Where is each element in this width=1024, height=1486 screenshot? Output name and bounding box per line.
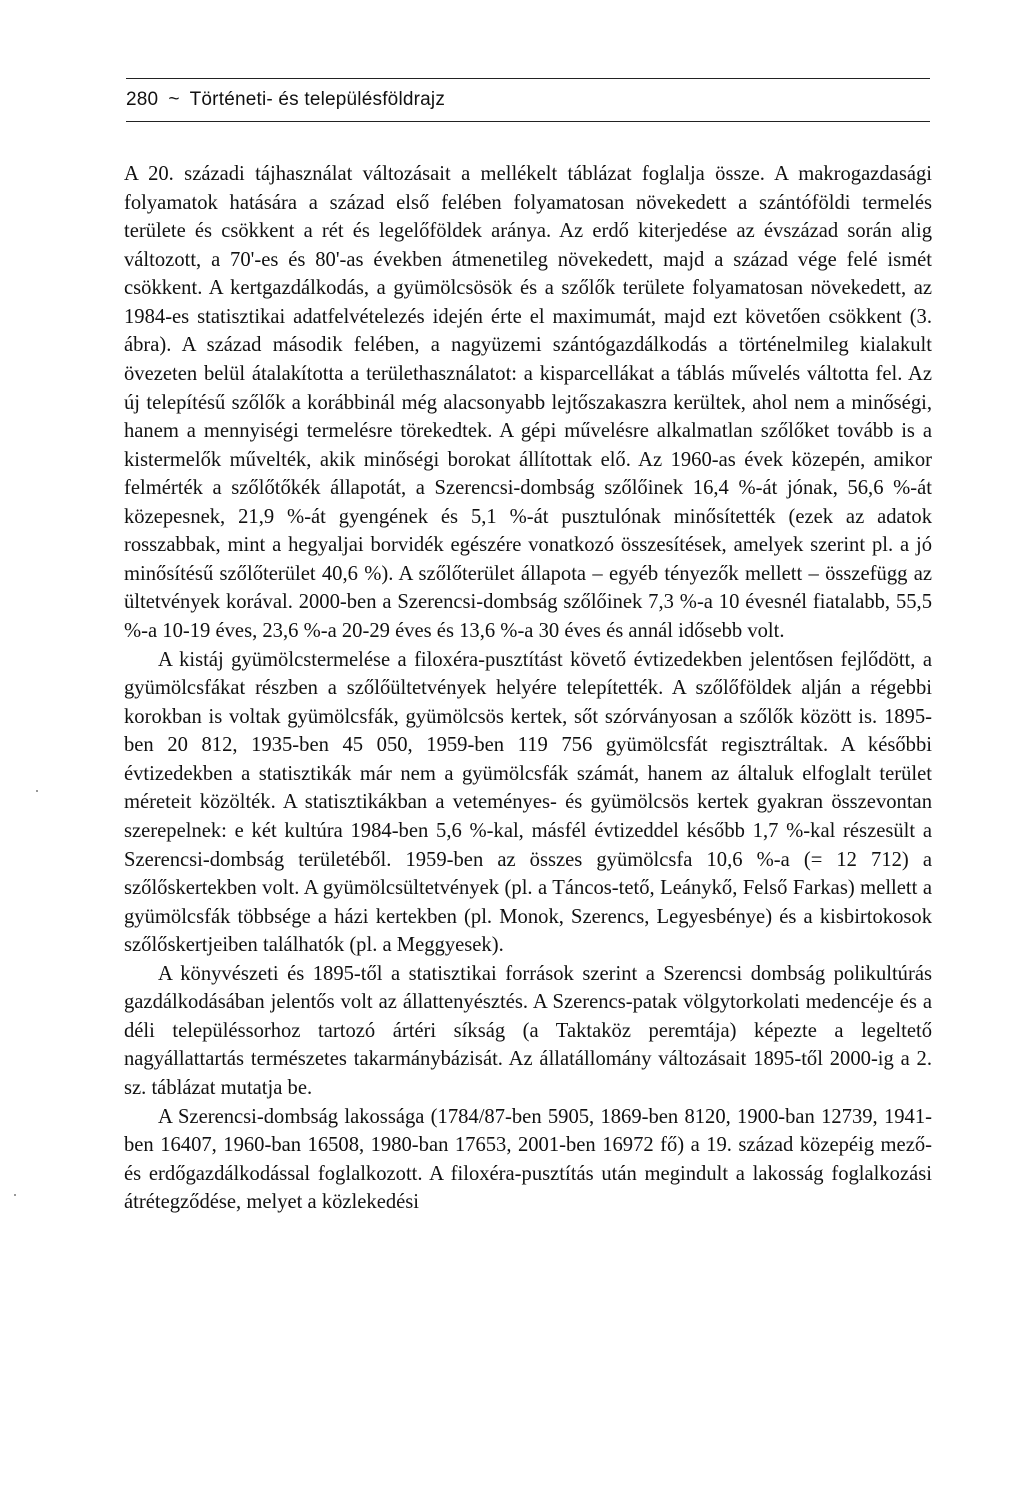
scan-speck (14, 1194, 16, 1196)
paragraph-fruit-growing: A kistáj gyümölcstermelése a filoxéra-pusztítást követő évtizedekben jelentősen fejlődött, a gyümölcsfákat részben a szőlőültetvények helyére telepítették. A szőlőföldek alján a régebbi korokban is voltak gyümölcsfák, gyümölcsös kertek, sőt szórványosan a szőlők között is. 1895-ben 20 812, 1935-ben 45 050, 1959-ben 119 756 gyümölcsfát regisztráltak. A későbbi évtizedekben a statisztikák már nem a gyümölcsfák számát, hanem az általuk elfoglalt terület méreteit közölték. A statisztikákban a veteményes- és gyümölcsös kertek gyakran összevontan szerepelnek: e két kultúra 1984-ben 5,6 %-kal, másfél évtizeddel később 1,7 %-kal részesült a Szerencsi-dombság területéből. 1959-ben az összes gyümölcsfa 10,6 %-a (= 12 712) a szőlőskertekben volt. A gyümölcsültetvények (pl. a Táncos-tető, Leánykő, Felső Farkas) mellett a gyümölcsfák többsége a házi kertekben (pl. Monok, Szerencs, Legyesbénye) és a kisbirtokosok szőlőskertjeiben találhatók (pl. a Meggyesek). (124, 648, 932, 957)
paragraph-animal-husbandry: A könyvészeti és 1895-től a statisztikai források szerint a Szerencsi dombság polikultúrás gazdálkodásában jelentős volt az állattenyésztés. A Szerencs-patak völgytorkolati medencéje és a déli településsorhoz tartozó ártéri síkság (a Taktaköz peremtája) képezte a legeltető nagyállattartás természetes takarmánybázisát. Az állatállomány változásait 1895-től 2000-ig a 2. sz. táblázat mutatja be. (124, 962, 932, 1099)
paragraph-population: A Szerencsi-dombság lakossága (1784/87-ben 5905, 1869-ben 8120, 1900-ban 12739, 1941-ben 16407, 1960-ban 16508, 1980-ban 17653, 2001-ben 16972 fő) a 19. század közepéig mező- és erdőgazdálkodással foglalkozott. A filoxéra-pusztítás után megindult a lakosság foglalkozási átrétegződése, melyet a közlekedési (124, 1105, 932, 1214)
running-header (126, 78, 930, 122)
paragraph-land-use: A 20. századi tájhasználat változásait a mellékelt táblázat foglalja össze. A makrogazdasági folyamatok hatására a század első felében folyamatosan növekedett a szántóföldi termelés területe és csökkent a rét és legelőföldek aránya. Az erdő kiterjedése az évszázad során alig változott, a 70'-es és 80'-as években átmenetileg növekedett, majd a század vége felé ismét csökkent. A kertgazdálkodás, a gyümölcsösök és a szőlők területe folyamatosan növekedett, az 1984-es statisztikai adatfelvételezés idején érte el maximumát, majd ezt követően csökkent (3. ábra). A század második felében, a nagyüzemi szántógazdálkodás a történelmileg kialakult övezeten belül átalakította a területhasználatot: a kisparcellákat a táblás művelés váltotta fel. Az új telepítésű szőlők a korábbinál még alacsonyabb lejtőszakaszra kerültek, ahol nem a minőségi, hanem a mennyiségi termelésre törekedtek. A gépi művelésre alkalmatlan szőlőket tovább is a kistermelők művelték, akik minőségi borokat állítottak elő. Az 1960-as évek közepén, amikor felmérték a szőlőtőkék állapotát, a Szerencsi-dombság szőlőinek 16,4 %-át jónak, 56,6 %-át közepesnek, 21,9 %-át gyengének és 5,1 %-át pusztulónak minősítették (ezek az adatok rosszabbak, mint a hegyaljai borvidék egészére vonatkozó összesítések, amelyek szerint pl. a jó minősítésű szőlőterület 40,6 %). A szőlőterület állapota – egyéb tényezők mellett – összefügg az ültetvények korával. 2000-ben a Szerencsi-dombság szőlőinek 7,3 %-a 10 évesnél fiatalabb, 55,5 %-a 10-19 éves, 23,6 %-a 20-29 éves és 13,6 %-a 30 éves és annál idősebb volt. (124, 163, 932, 642)
running-title: Történeti- és településföldrajz (189, 89, 446, 110)
scan-speck (36, 790, 38, 792)
page-number: 280 (126, 89, 159, 110)
header-separator: ~ (168, 89, 180, 110)
body-text (124, 160, 932, 1217)
